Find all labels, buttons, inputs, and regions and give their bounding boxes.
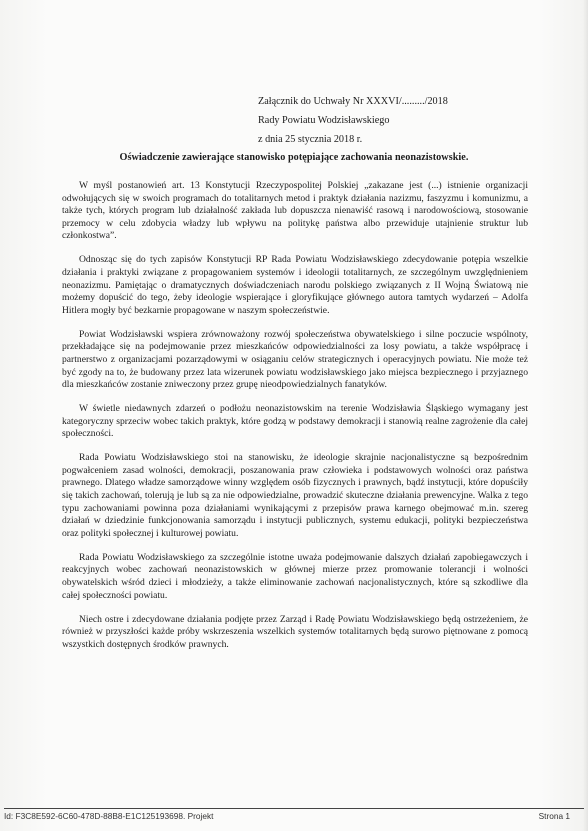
paragraph-4: W świetle niedawnych zdarzeń o podłożu neonazistowskim na terenie Wodzisławia Śląskiego wymagany jest kategoryczny sprzeciw wobec takich praktyk, które godzą w podstawy demokracji i stanowią realne zagrożenie dla całej społeczności. xyxy=(62,403,528,440)
footer-divider xyxy=(4,808,584,809)
header-resolution-line: Załącznik do Uchwały Nr XXXVI/........./2018 xyxy=(258,96,448,107)
attachment-header xyxy=(258,92,548,149)
paragraph-5: Rada Powiatu Wodzisławskiego stoi na stanowisku, że ideologie skrajnie nacjonalistyczne są bezpośrednim pogwałceniem zasad wolności, demokracji, poszanowania praw człowieka i podstawowych wolności oraz państwa prawnego. Dlatego władze samorządowe winny względem osób fizycznych i prawnych, bądź instytucji, które dopuściły się takich zachowań, tolerują je lub są za nie odpowiedzialne, prowadzić skuteczne działania prewencyjne. Walka z tego typu zachowaniami powinna poza działaniami wynikającymi z przepisów prawa karnego obejmować m.in. szereg działań w dziedzinie funkcjonowania samorządu i instytucji publicznych, systemu edukacji, polityki bezpieczeństwa oraz polityki społecznej i kulturowej powiatu. xyxy=(62,452,528,539)
document-title: Oświadczenie zawierające stanowisko potępiające zachowania neonazistowskie. xyxy=(119,152,469,163)
document-body xyxy=(62,180,528,663)
header-council-line: Rady Powiatu Wodzisławskiego xyxy=(258,115,390,126)
header-date-line: z dnia 25 stycznia 2018 r. xyxy=(258,134,363,145)
page-edge-shadow xyxy=(583,0,588,831)
paragraph-7: Niech ostre i zdecydowane działania podjęte przez Zarząd i Radę Powiatu Wodzisławskiego będą ostrzeżeniem, że również w przyszłości każde próby wskrzeszenia wszelkich systemów totalitarnych będą surowo piętnowane z pomocą wszystkich dostępnych środków prawnych. xyxy=(62,613,528,650)
paragraph-3: Powiat Wodzisławski wspiera zrównoważony rozwój społeczeństwa obywatelskiego i silne poczucie wspólnoty, przekładające się na podejmowanie przez mieszkańców odpowiedzialności za losy powiatu, a także współpracę i partnerstwo z organizacjami pozarządowymi w osiąganiu celów strategicznych i operacyjnych powiatu. Nie może też być zgody na to, że budowany przez lata wizerunek powiatu wodzisławskiego jako miejsca bezpiecznego i przyjaznego dla mieszkańców zostanie zniweczony przez grupę nieodpowiedzialnych fanatyków. xyxy=(62,328,528,391)
paragraph-6: Rada Powiatu Wodzisławskiego za szczególnie istotne uważa podejmowanie dalszych działań zapobiegawczych i reakcyjnych wobec zachowań neonazistowskich w głównej mierze przez promowanie tolerancji i wolności obywatelskich wśród dzieci i młodzieży, a także eliminowanie zachowań nacjonalistycznych, które są szkodliwe dla całej społeczności powiatu. xyxy=(62,551,528,601)
page-number: Strona 1 xyxy=(538,811,570,821)
paragraph-1: W myśl postanowień art. 13 Konstytucji Rzeczypospolitej Polskiej „zakazane jest (...) istnienie organizacji odwołujących się w swoich programach do totalitarnych metod i praktyk działania nazizmu, faszyzmu i komunizmu, a także tych, których program lub działalność zakłada lub dopuszcza nienawiść rasową i narodowościową, stosowanie przemocy w celu zdobycia władzy lub wpływu na politykę państwa albo przewiduje utajnienie struktur lub członkostwa”. xyxy=(62,180,528,242)
paragraph-2: Odnosząc się do tych zapisów Konstytucji RP Rada Powiatu Wodzisławskiego zdecydowanie potępia wszelkie działania i praktyki związane z propagowaniem systemów i ideologii totalitarnych, ze szczególnym uwzględnieniem neonazizmu. Pamiętając o dramatycznych doświadczeniach narodu polskiego związanych z II Wojną Światową nie możemy dopuścić do tego, żeby ideologie wspierające i gloryfikujące głównego autora tamtych wydarzeń – Adolfa Hitlera mogły być bezkarnie propagowane w naszym społeczeństwie. xyxy=(62,254,528,316)
document-id: Id: F3C8E592-6C60-478D-88B8-E1C125193698. Projekt xyxy=(4,811,214,821)
